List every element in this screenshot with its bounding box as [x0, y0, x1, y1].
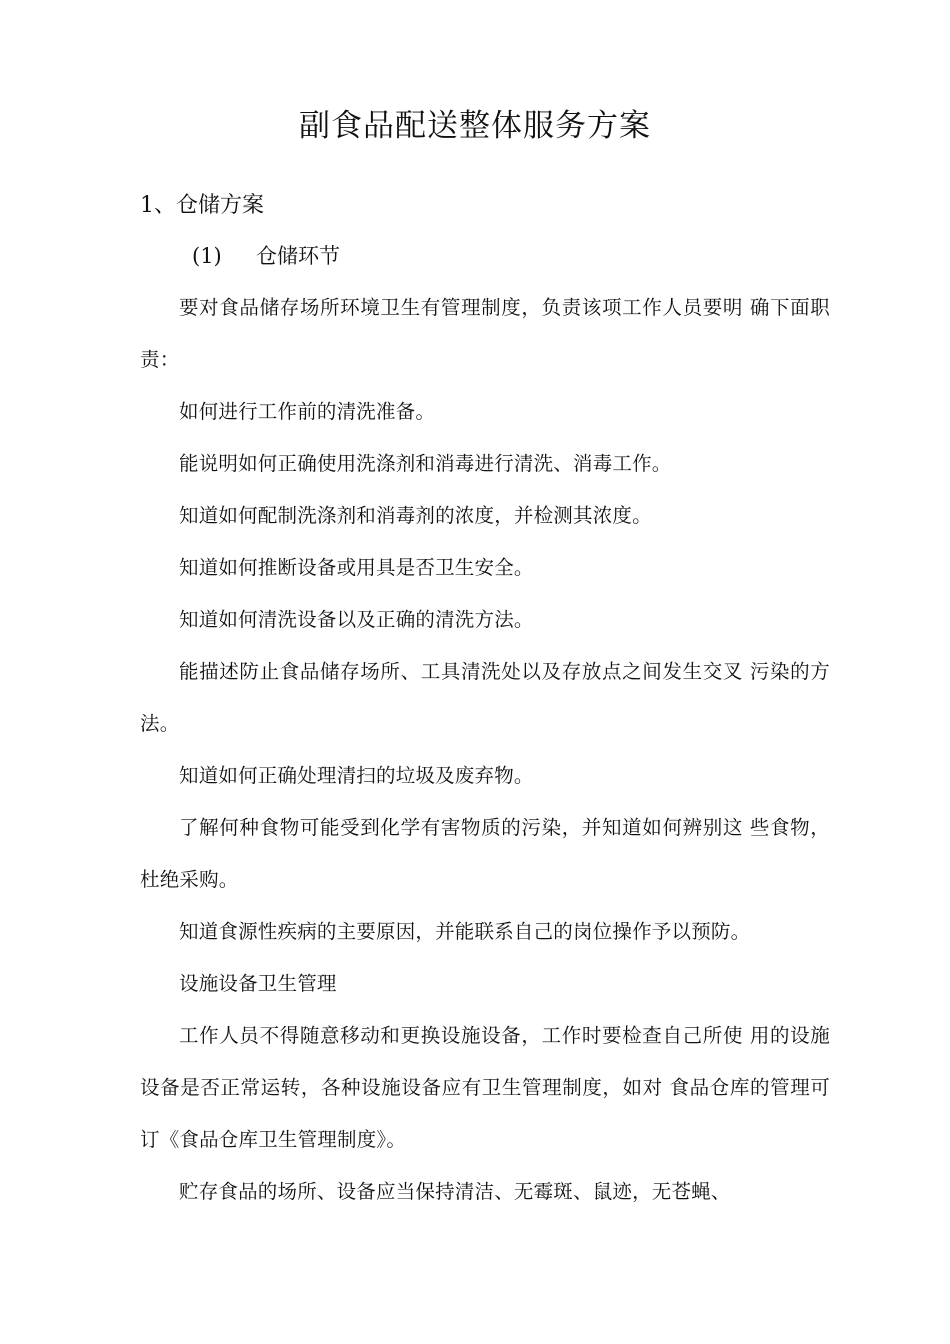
section-heading: 1、仓储方案: [140, 193, 264, 218]
paragraph: 能说明如何正确使用洗涤剂和消毒进行清洗、消毒工作。: [179, 452, 672, 475]
paragraph: 要对食品储存场所环境卫生有管理制度，负责该项工作人员要明 确下面职责：: [140, 296, 830, 371]
paragraph: 知道如何清洗设备以及正确的清洗方法。: [179, 608, 534, 631]
paragraph: 如何进行工作前的清洗准备。: [179, 400, 436, 423]
subsection-label: 仓储环节: [256, 244, 340, 268]
paragraph: 工作人员不得随意移动和更换设施设备，工作时要检查自己所使 用的设施设备是否正常运转，各种设施设备应有卫生管理制度，如对 食品仓库的管理可订《食品仓库卫生管理制度》。: [140, 1024, 830, 1151]
paragraph: 知道食源性疾病的主要原因，并能联系自己的岗位操作予以预防。: [179, 920, 751, 943]
subsection-number: (1): [192, 244, 222, 268]
paragraph: 了解何种食物可能受到化学有害物质的污染，并知道如何辨别这 些食物，杜绝采购。: [140, 816, 830, 891]
paragraph: 设施设备卫生管理: [179, 972, 337, 995]
document-title: 副食品配送整体服务方案: [299, 108, 651, 144]
paragraph: 贮存食品的场所、设备应当保持清洁、无霉斑、鼠迹，无苍蝇、: [179, 1180, 731, 1203]
paragraph: 能描述防止食品储存场所、工具清洗处以及存放点之间发生交叉 污染的方法。: [140, 660, 830, 735]
paragraph: 知道如何正确处理清扫的垃圾及废弃物。: [179, 764, 534, 787]
subsection-heading: [192, 241, 340, 271]
paragraph: 知道如何配制洗涤剂和消毒剂的浓度，并检测其浓度。: [179, 504, 652, 527]
paragraph: 知道如何推断设备或用具是否卫生安全。: [179, 556, 534, 579]
